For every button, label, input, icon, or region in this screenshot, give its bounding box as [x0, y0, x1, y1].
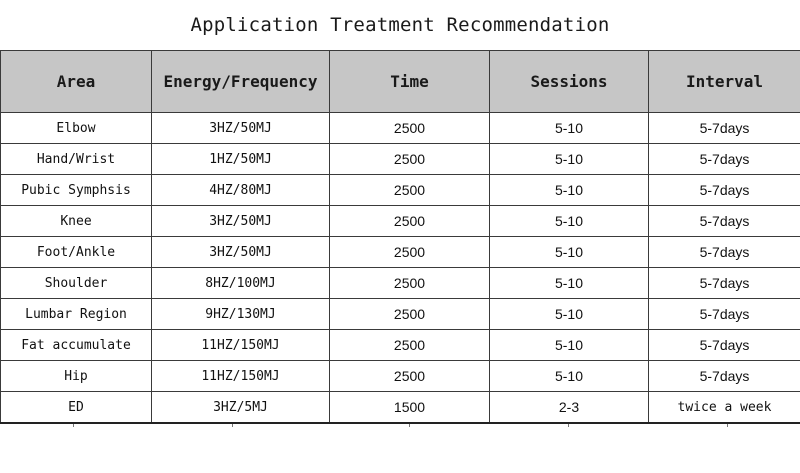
cell-sessions: 2-3	[490, 392, 649, 424]
column-header-interval: Interval	[649, 51, 800, 113]
column-header-time: Time	[330, 51, 490, 113]
cell-area: ED	[1, 392, 152, 424]
cell-interval: twice a week	[649, 392, 800, 424]
table-row	[1, 144, 800, 175]
cell-interval: 5-7days	[649, 175, 800, 206]
cell-sessions: 5-10	[490, 206, 649, 237]
cell-interval: 5-7days	[649, 299, 800, 330]
cell-energy: 11HZ/150MJ	[152, 361, 330, 392]
cell-interval: 5-7days	[649, 144, 800, 175]
cell-energy: 11HZ/150MJ	[152, 330, 330, 361]
cell-energy: 3HZ/50MJ	[152, 237, 330, 268]
tick-mark	[73, 424, 74, 427]
cell-sessions: 5-10	[490, 175, 649, 206]
page-title: Application Treatment Recommendation	[190, 14, 610, 36]
table-header-row	[1, 51, 800, 113]
cell-interval: 5-7days	[649, 237, 800, 268]
cell-area: Shoulder	[1, 268, 152, 299]
tick-mark	[409, 424, 410, 427]
cell-energy: 8HZ/100MJ	[152, 268, 330, 299]
column-header-area: Area	[1, 51, 152, 113]
cell-area: Fat accumulate	[1, 330, 152, 361]
column-header-sessions: Sessions	[490, 51, 649, 113]
bottom-tick-marks	[0, 424, 800, 428]
cell-sessions: 5-10	[490, 144, 649, 175]
cell-time: 2500	[330, 299, 490, 330]
table-row	[1, 268, 800, 299]
tick-mark	[727, 424, 728, 427]
cell-energy: 1HZ/50MJ	[152, 144, 330, 175]
cell-sessions: 5-10	[490, 330, 649, 361]
cell-interval: 5-7days	[649, 361, 800, 392]
cell-time: 2500	[330, 361, 490, 392]
table-row	[1, 330, 800, 361]
cell-area: Hip	[1, 361, 152, 392]
cell-area: Lumbar Region	[1, 299, 152, 330]
cell-time: 2500	[330, 113, 490, 144]
cell-area: Elbow	[1, 113, 152, 144]
table-row	[1, 361, 800, 392]
cell-time: 2500	[330, 144, 490, 175]
cell-energy: 3HZ/50MJ	[152, 113, 330, 144]
column-header-energy-frequency: Energy/Frequency	[152, 51, 330, 113]
cell-energy: 9HZ/130MJ	[152, 299, 330, 330]
tick-mark	[232, 424, 233, 427]
cell-sessions: 5-10	[490, 361, 649, 392]
table-row	[1, 206, 800, 237]
cell-time: 2500	[330, 237, 490, 268]
treatment-table	[0, 50, 800, 424]
cell-interval: 5-7days	[649, 113, 800, 144]
cell-time: 1500	[330, 392, 490, 424]
cell-sessions: 5-10	[490, 113, 649, 144]
cell-sessions: 5-10	[490, 268, 649, 299]
cell-interval: 5-7days	[649, 268, 800, 299]
table-row	[1, 299, 800, 330]
cell-area: Hand/Wrist	[1, 144, 152, 175]
tick-mark	[568, 424, 569, 427]
cell-time: 2500	[330, 175, 490, 206]
cell-interval: 5-7days	[649, 206, 800, 237]
cell-sessions: 5-10	[490, 299, 649, 330]
cell-area: Pubic Symphsis	[1, 175, 152, 206]
cell-time: 2500	[330, 330, 490, 361]
table-row	[1, 392, 800, 424]
cell-interval: 5-7days	[649, 330, 800, 361]
cell-energy: 3HZ/50MJ	[152, 206, 330, 237]
table-row	[1, 113, 800, 144]
table-row	[1, 175, 800, 206]
cell-energy: 4HZ/80MJ	[152, 175, 330, 206]
cell-area: Foot/Ankle	[1, 237, 152, 268]
cell-energy: 3HZ/5MJ	[152, 392, 330, 424]
table-row	[1, 237, 800, 268]
cell-sessions: 5-10	[490, 237, 649, 268]
cell-area: Knee	[1, 206, 152, 237]
cell-time: 2500	[330, 268, 490, 299]
cell-time: 2500	[330, 206, 490, 237]
